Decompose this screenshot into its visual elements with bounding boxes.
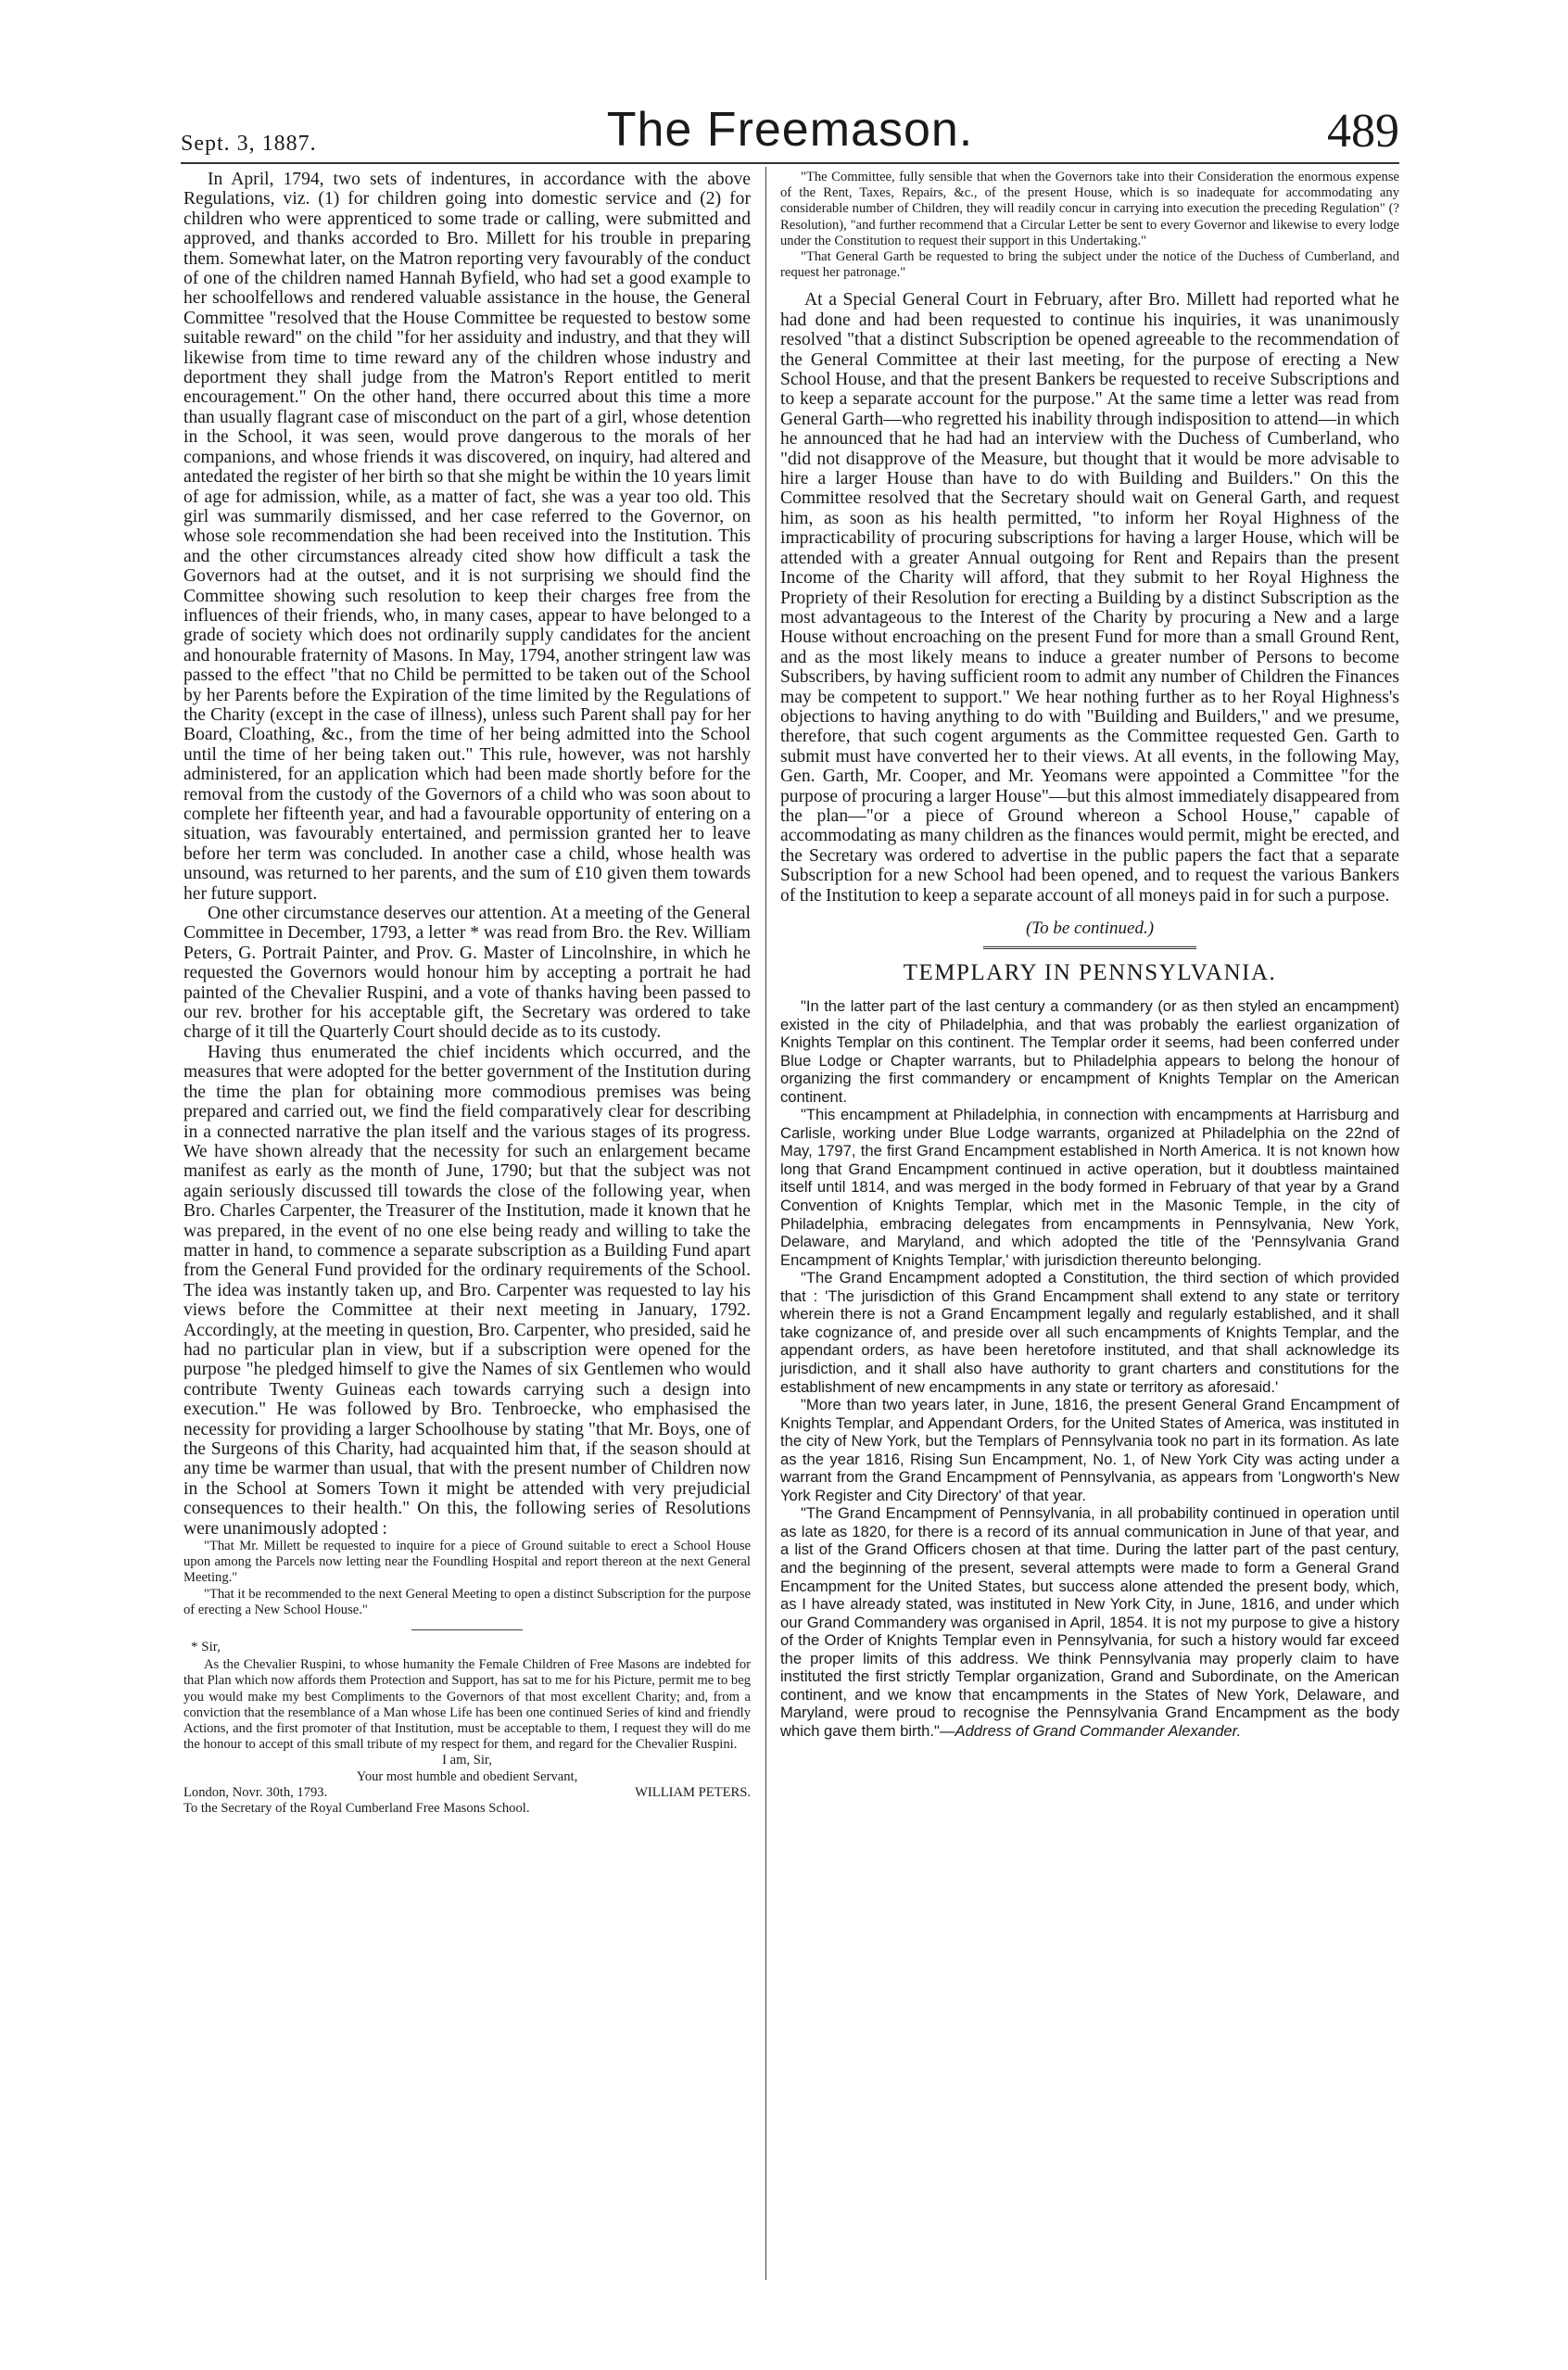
resolution-quote: "That Mr. Millett be requested to inquire for a piece of Ground suitable to erect a School House upon among the Parcels now letting near the Foundling Hospital and report thereon at the next General Meeting." — [183, 1539, 751, 1586]
resolution-quote: "That it be recommended to the next General Meeting to open a distinct Subscription for the purpose of erecting a New School House." — [183, 1586, 751, 1617]
article-paragraph: In April, 1794, two sets of indentures, in accordance with the above Regulations, viz. (1) for children going into domestic service and (2) for children who were apprenticed to some trade or calling, were submitted and approved, and thanks accorded to Bro. Millett for his trouble in preparing them. Somewhat later, on the Matron reporting very favourably of the conduct of one of the children named Hannah Byfield, who had set a good example to her schoolfellows and rendered valuable assistance in the house, the General Committee "resolved that the House Committee be requested to bestow some suitable reward" on the child "for her assiduity and industry, and that they will likewise from time to time reward any of the children whose industry and deportment they shall judge from the Matron's Report entitled to merit encouragement." On the other hand, there occurred about this time a more than usually flagrant case of misconduct on the part of a girl, whose detention in the School, it was seen, would prove dangerous to the morals of her companions, and whose friends it was discovered, on inquiry, had altered and antedated the register of her birth so that she might be within the 10 years limit of age for admission, while, as a matter of fact, she was a year too old. This girl was summarily dismissed, and her case referred to the Governor, on whose sole recommendation she had been received into the Institution. This and the other circumstances already cited show how difficult a task the Governors had at the outset, and it is not surprising we should find the Committee showing such resolution to keep their charges free from the influences of their friends, who, in many cases, appear to have belonged to a grade of society which does not ordinarily supply candidates for the ancient and honourable fraternity of Masons. In May, 1794, another stringent law was passed to the effect "that no Child be permitted to be taken out of the School by her Parents before the Expiration of the time limited by the Regulations of the Charity (except in the case of illness), unless such Parent shall pay for her Board, Cloathing, &c., from the time of her being admitted into the School until the time of her being taken out." This rule, however, was not harshly administered, for an application which had been made shortly before for the removal from the custody of the Governors of a child who was soon about to complete her fifteenth year, and had a favourable opportunity of entering on a situation, was favourably entertained, and permission granted her to leave before her term was concluded. In another case a child, whose health was unsound, was returned to her parents, and the sum of £10 given them towards her future support. — [183, 170, 751, 904]
publication-title: The Freemason. — [606, 103, 974, 157]
templary-paragraph: "The Grand Encampment adopted a Constitution, the third section of which provided that : 'The jurisdiction of this Grand Encampment shall extend to any state or territory wherein there is not a Grand Encampment legally and regularly established, and it shall take cognizance of, and preside over all such encampments of Knights Templar, and the appendant orders, as have been heretofore instituted, and that shall acknowledge its jurisdiction, and it shall also have authority to grant charters and constitutions for the establishment of new encampments in any state or territory as aforesaid.' — [780, 1269, 1399, 1396]
article-paragraph: Having thus enumerated the chief incidents which occurred, and the measures that were adopted for the better government of the Institution during the time the plan for obtaining more commodious premises was being prepared and carried out, we find the field comparatively clear for describing in a connected narrative the plan itself and the various stages of its progress. We have shown already that the necessity for such an enlargement became manifest as early as the month of June, 1790; but that the subject was not again seriously discussed till towards the close of the following year, when Bro. Charles Carpenter, the Treasurer of the Institution, made it known that he was prepared, in the event of no one else being ready and willing to take the matter in hand, to commence a separate subscription as a Building Fund apart from the General Fund provided for the ordinary requirements of the School. The idea was instantly taken up, and Bro. Carpenter was requested to lay his views before the Committee at their next meeting in January, 1792. Accordingly, at the meeting in question, Bro. Carpenter, who presided, said he had no particular plan in view, but if a subscription were opened for the purpose "he pledged himself to give the Names of six Gentlemen who would contribute Twenty Guineas each towards carrying such a design into execution." He was followed by Bro. Tenbroecke, who emphasised the necessity for providing a larger Schoolhouse by stating "that Mr. Boys, one of the Surgeons of this Charity, had acquainted him that, if the season should at any time be warmer than usual, that with the present number of Children now in the School at Somers Town it might be attended with very prejudicial consequences to their health." On this, the following series of Resolutions were unanimously adopted : — [183, 1042, 751, 1539]
article-paragraph: One other circumstance deserves our attention. At a meeting of the General Committee in December, 1793, a letter * was read from Bro. the Rev. William Peters, G. Portrait Painter, and Prov. G. Master of Lincolnshire, in which he requested the Governors would honour him by accepting a portrait he had painted of the Chevalier Ruspini, and a vote of thanks having been passed to our rev. brother for his acceptable gift, the Secretary was ordered to take charge of it till the Quarterly Court should decide as to its custody. — [183, 904, 751, 1043]
page-number: 489 — [1327, 105, 1399, 158]
templary-paragraph: "In the latter part of the last century a commandery (or as then styled an encampment) existed in the city of Philadelphia, and that was probably the earliest organization of Knights Templar on this continent. The Templar order it seems, had been conferred under Blue Lodge or Chapter warrants, but to Philadelphia appears to belong the honour of organizing the first commandery or encampment of Knights Templar on the American continent. — [780, 997, 1399, 1106]
footnote-addressee: To the Secretary of the Royal Cumberland Free Masons School. — [183, 1801, 530, 1817]
left-column — [183, 170, 751, 1817]
footnote — [183, 1640, 751, 1817]
footnote-rule — [411, 1629, 523, 1630]
section-rule — [983, 946, 1196, 953]
masthead — [181, 102, 1399, 158]
templary-paragraph: "More than two years later, in June, 1816, the present General Grand Encampment of Knights Templar, and Appendant Orders, for the United States of America, was instituted in the city of New York, but the Templars of Pennsylvania took no part in its formation. As late as the year 1816, Rising Sun Encampment, No. 1, of New York City was acting under a warrant from the Grand Encampment of Pennsylvania, as appears from 'Longworth's New York Register and City Directory' of that year. — [780, 1396, 1399, 1504]
footnote-closing: I am, Sir, — [442, 1753, 492, 1768]
article-paragraph: At a Special General Court in February, after Bro. Millett had reported what he had done and had been requested to continue his inquiries, it was unanimously resolved "that a distinct Subscription be opened agreeable to the recommendation of the General Committee at their last meeting, for the purpose of erecting a New School House, and that the present Bankers be requested to receive Subscriptions and to keep a separate account for the purpose." At the same time a letter was read from General Garth—who regretted his inability through indisposition to attend—in which he announced that he had had an interview with the Duchess of Cumberland, who "did not disapprove of the Measure, but thought that it would be more advisable to hire a larger House than have to do with Building and Builders." On this the Committee resolved that the Secretary should wait on General Garth, and request him, as soon as his health permitted, "to inform her Royal Highness of the impracticability of procuring subscriptions for having a larger House, which will be attended with a greater Annual outgoing for Rent and Repairs than the present Income of the Charity will afford, that they submit to her Royal Highness the Propriety of their Resolution for erecting a Building by a distinct Subscription as the most advantageous to the Interest of the Charity by procuring a New and a large House without encroaching on the present Fund for more than a small Ground Rent, and as the most likely means to induce a greater number of Persons to become Subscribers, by having sufficient room to admit any number of Children the Finances may be competent to support." We hear nothing further as to her Royal Highness's objections to having anything to do with "Building and Builders," and we presume, therefore, that such cogent arguments as the Committee requested Gen. Garth to submit must have converted her to their views. At all events, in the following May, Gen. Garth, Mr. Cooper, and Mr. Yeomans were appointed a Committee "for the purpose of procuring a larger House"—but this almost immediately disappeared from the plan—"or a piece of Ground whereon a School House," capable of accommodating as many children as the finances would permit, might be erected, and the Secretary was ordered to advertise in the public papers the fact that a separate Subscription for a new School had been opened, and to request the various Bankers of the Institution to keep a separate account of all moneys paid in for such a purpose. — [780, 290, 1399, 906]
footnote-text: As the Chevalier Ruspini, to whose humanity the Female Children of Free Masons are indebted for that Plan which now affords them Protection and Support, has sat to me for his Picture, permit me to beg you would make my best Compliments to the Governors of that most excellent Charity; and, from a conviction that the resemblance of a Man whose Life has been one continued Series of kind and friendly Actions, and the first promoter of that Institution, must be acceptable to them, I request they will do me the honour to accept of this small tribute of my respect for them, and regard for the Chevalier Ruspini. — [183, 1657, 751, 1753]
templary-final-text: "The Grand Encampment of Pennsylvania, in all probability continued in operation until as late as 1820, for there is a record of its annual communication in June of that year, and a list of the Grand Officers chosen at that time. During the latter part of the past century, and the beginning of the present, several attempts were made to form a General Grand Encampment for the United States, but success alone attended the present body, which, as I have already stated, was instituted in New York City, in June, 1816, and under which our Grand Commandery was organised in April, 1854. It is not my purpose to give a history of the Order of Knights Templar even in Pennsylvania, for such a history would far exceed the proper limits of this address. We think Pennsylvania may properly claim to have instituted the first strictly Templar organization, Grand and Subordinate, on the American continent, and we know that encampments in the States of New York, Delaware, and Maryland, were proud to recognise the Pennsylvania Grand Encampment as the body which gave them birth." — [780, 1504, 1399, 1740]
to-be-continued: (To be continued.) — [1025, 919, 1155, 939]
footnote-place-date: London, Novr. 30th, 1793. — [183, 1784, 328, 1800]
templary-paragraph — [780, 1504, 1399, 1740]
footnote-signature-row — [183, 1785, 751, 1801]
section-title: TEMPLARY IN PENNSYLVANIA. — [903, 960, 1277, 986]
masthead-rule — [181, 162, 1399, 164]
templary-paragraph: "This encampment at Philadelphia, in connection with encampments at Harrisburg and Carlisle, working under Blue Lodge warrants, organized at Philadelphia on the 22nd of May, 1797, the first Grand Encampment established in North America. It is not known how long that Grand Encampment continued in active operation, but it doubtless maintained itself until 1814, and was merged in the body formed in February of that year by a Grand Convention of Knights Templar, which met in the Masonic Temple, in the city of Philadelphia, embracing delegates from encampments in Pennsylvania, New York, Delaware, and Maryland, and which adopted the title of the 'Pennsylvania Grand Encampment of Knights Templar,' with jurisdiction thereunto belonging. — [780, 1106, 1399, 1269]
footnote-closing: Your most humble and obedient Servant, — [356, 1768, 578, 1784]
right-column — [780, 170, 1399, 1740]
attribution: —Address of Grand Commander Alexander. — [939, 1721, 1242, 1740]
resolution-quote: "The Committee, fully sensible that when the Governors take into their Consideration the enormous expense of the Rent, Taxes, Repairs, &c., of the present House, which is so inadequate for accommodating any considerable number of Children, they will readily concur in carrying into execution the preceding Regulation" (? Resolution), "and further recommend that a Circular Letter be sent to every Governor and likewise to every lodge under the Constitution to request their support in this Undertaking." — [780, 170, 1399, 248]
column-divider — [765, 167, 766, 2280]
footnote-signature: WILLIAM PETERS. — [635, 1784, 751, 1800]
issue-date: Sept. 3, 1887. — [181, 132, 317, 156]
footnote-salutation: * Sir, — [191, 1640, 221, 1655]
resolution-quote: "That General Garth be requested to bring the subject under the notice of the Duchess of Cumberland, and request her patronage." — [780, 249, 1399, 281]
